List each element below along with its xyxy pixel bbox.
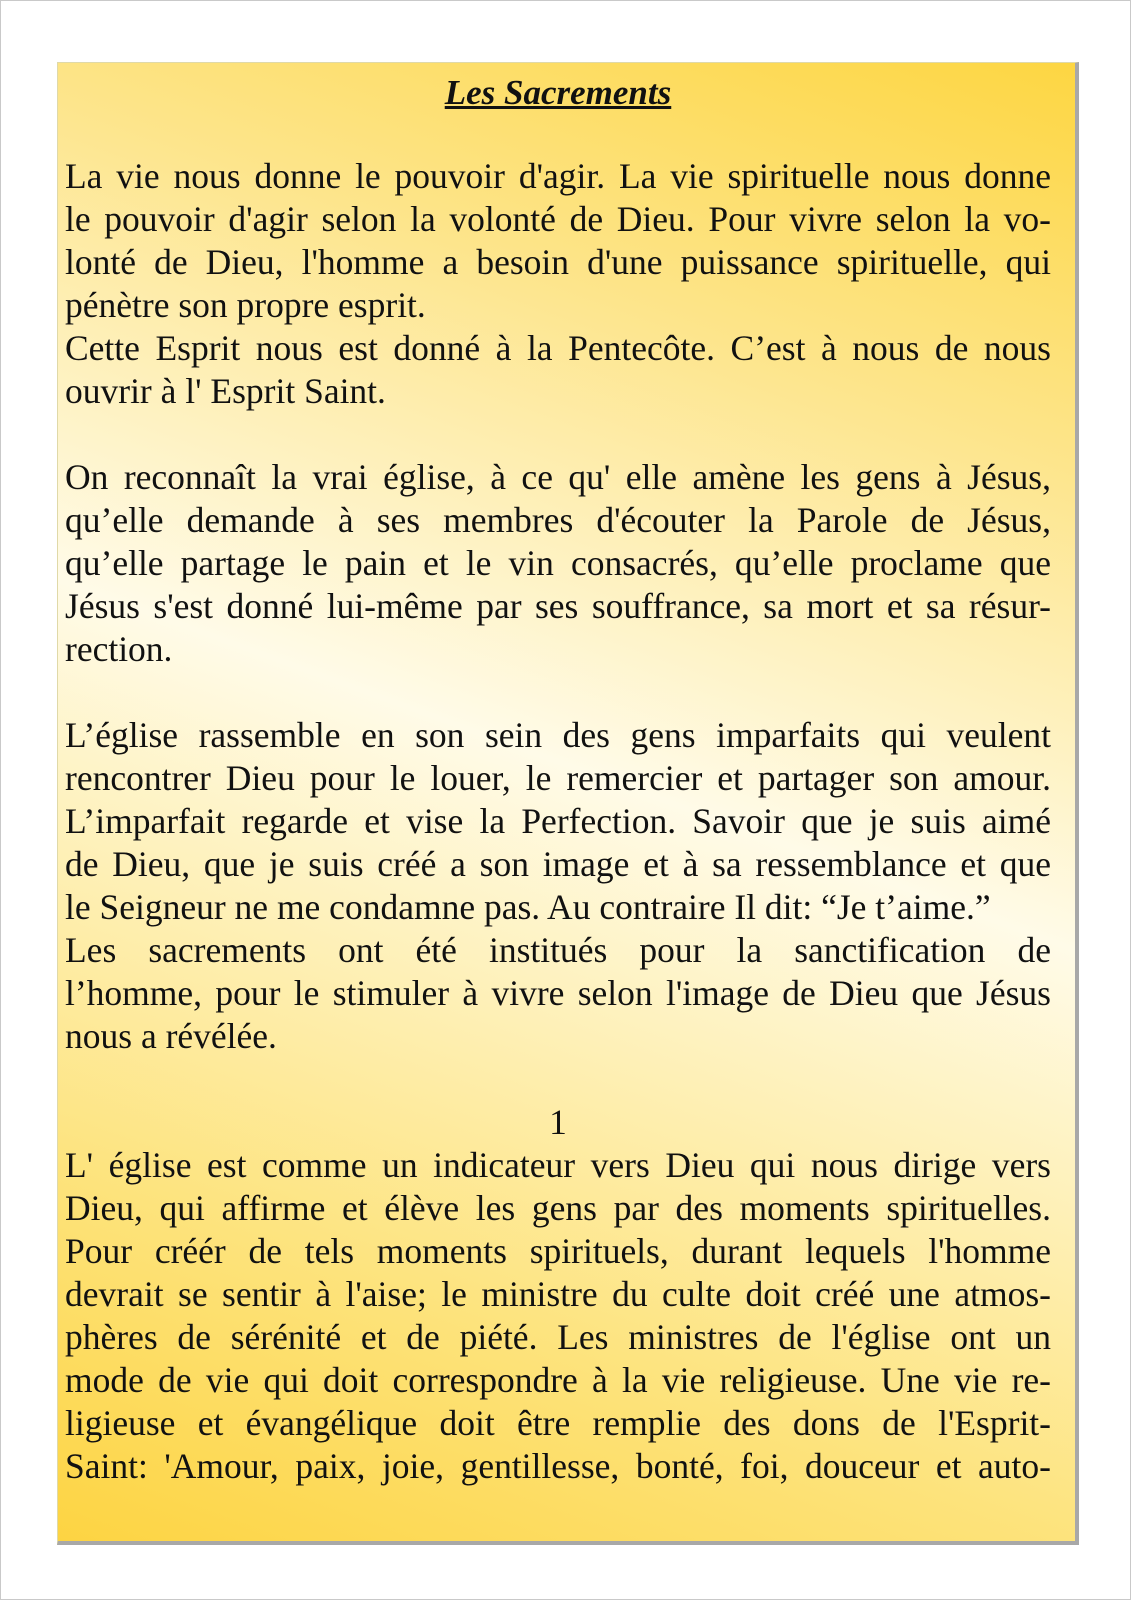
text-line: lonté de Dieu, l'homme a besoin d'une puissance spirituelle, qui (65, 242, 1051, 282)
paragraph-spacer (65, 1058, 1051, 1101)
text-line: La vie nous donne le pouvoir d'agir. La vie spirituelle nous donne (65, 156, 1051, 196)
text-line: Jésus s'est donné lui-même par ses souffrance, sa mort et sa résur- (65, 586, 1051, 626)
text-line: le pouvoir d'agir selon la volonté de Dieu. Pour vivre selon la vo- (65, 199, 1051, 239)
document-title: Les Sacrements (444, 73, 672, 112)
text-line: L’église rassemble en son sein des gens imparfaits qui veulent (65, 715, 1051, 755)
paragraph-spacer (65, 413, 1051, 456)
text-line: mode de vie qui doit correspondre à la vie religieuse. Une vie re- (65, 1360, 1051, 1400)
text-line: qu’elle demande à ses membres d'écouter la Parole de Jésus, (65, 500, 1051, 540)
text-line: qu’elle partage le pain et le vin consacrés, qu’elle proclame que (65, 543, 1051, 583)
text-line: rencontrer Dieu pour le louer, le remercier et partager son amour. (65, 758, 1051, 798)
document-panel (57, 62, 1079, 1545)
text-line: l’homme, pour le stimuler à vivre selon l'image de Dieu que Jésus (65, 973, 1051, 1013)
text-line: le Seigneur ne me condamne pas. Au contraire Il dit: “Je t’aime.” (65, 887, 991, 927)
text-line: ligieuse et évangélique doit être remplie des dons de l'Esprit- (65, 1403, 1051, 1443)
text-line: ouvrir à l' Esprit Saint. (65, 371, 386, 411)
text-line: Les sacrements ont été institués pour la sanctification de (65, 930, 1051, 970)
paragraph-4 (65, 1144, 1051, 1488)
text-line: rection. (65, 629, 173, 669)
text-line: Dieu, qui affirme et élève les gens par des moments spirituelles. (65, 1188, 1051, 1228)
text-line: devrait se sentir à l'aise; le ministre du culte doit créé une atmos- (65, 1274, 1051, 1314)
paragraph-1 (65, 155, 1051, 413)
text-line: Cette Esprit nous est donné à la Pentecôte. C’est à nous de nous (65, 328, 1051, 368)
text-line: L’imparfait regarde et vise la Perfection. Savoir que je suis aimé (65, 801, 1051, 841)
text-line: de Dieu, que je suis créé a son image et à sa ressemblance et que (65, 844, 1051, 884)
paragraph-3 (65, 714, 1051, 1058)
text-line: On reconnaît la vrai église, à ce qu' elle amène les gens à Jésus, (65, 457, 1051, 497)
text-line: Saint: 'Amour, paix, joie, gentillesse, bonté, foi, douceur et auto- (65, 1446, 1051, 1486)
page-number: 1 (549, 1102, 567, 1142)
text-line: L' église est comme un indicateur vers Dieu qui nous dirige vers (65, 1145, 1051, 1185)
paragraph-spacer (65, 671, 1051, 714)
text-line: phères de sérénité et de piété. Les ministres de l'église ont un (65, 1317, 1051, 1357)
text-line: Pour créér de tels moments spirituels, durant lequels l'homme (65, 1231, 1051, 1271)
text-line: pénètre son propre esprit. (65, 285, 426, 325)
text-line: nous a révélée. (65, 1016, 277, 1056)
paragraph-2 (65, 456, 1051, 671)
